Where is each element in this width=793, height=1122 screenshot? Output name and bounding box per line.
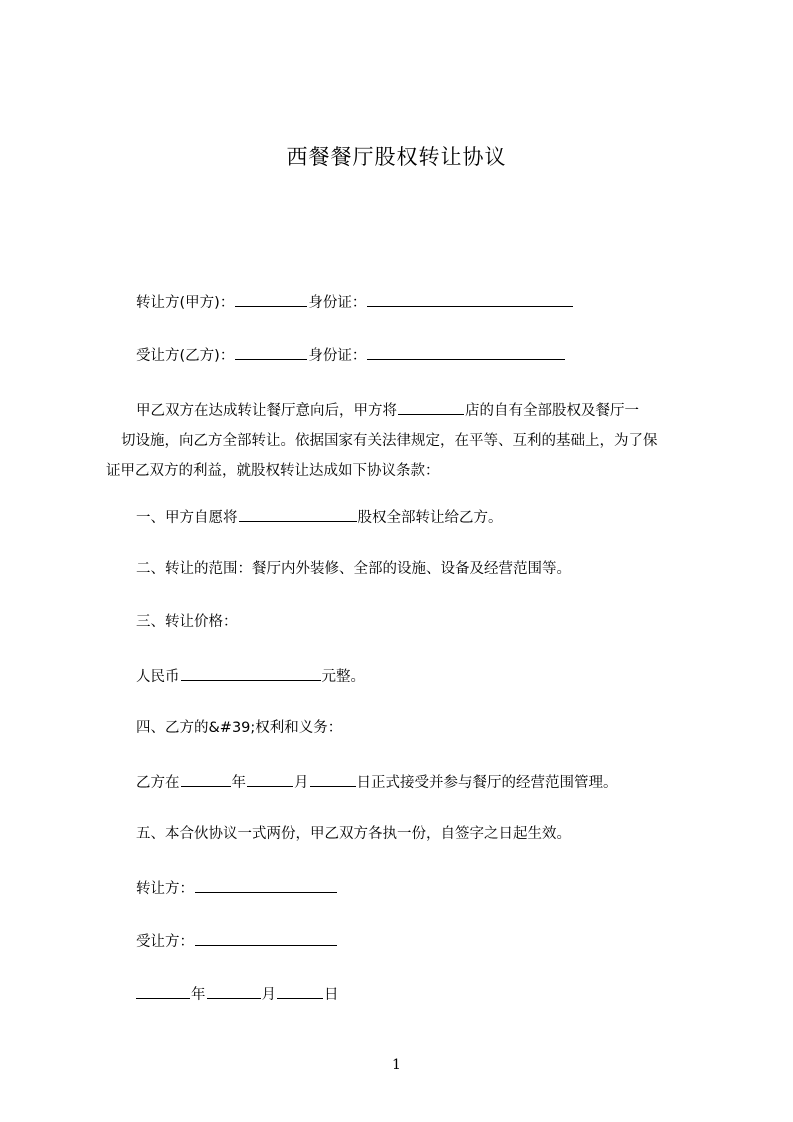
signature-transferee-blank[interactable]	[195, 930, 337, 946]
signature-transferee-label: 受让方：	[136, 934, 194, 950]
sign-day-blank[interactable]	[277, 983, 323, 999]
price-suffix: 元整。	[321, 669, 365, 685]
start-month-label: 月	[294, 775, 309, 791]
equity-blank[interactable]	[239, 506, 357, 522]
clause-4-suffix: 日正式接受并参与餐厅的经营范围管理。	[356, 775, 618, 791]
sign-year-label: 年	[191, 987, 206, 1003]
sign-year-blank[interactable]	[136, 983, 190, 999]
sign-month-blank[interactable]	[207, 983, 261, 999]
price-prefix: 人民币	[136, 669, 180, 685]
sign-day-label: 日	[324, 987, 339, 1003]
sign-month-label: 月	[261, 987, 276, 1003]
start-year-blank[interactable]	[181, 771, 231, 787]
clause-2: 二、转让的范围：餐厅内外装修、全部的设施、设备及经营范围等。	[136, 561, 571, 577]
document-title: 西餐餐厅股权转让协议	[286, 145, 507, 169]
transferee-id-label: 身份证：	[308, 348, 367, 364]
transferor-id-blank[interactable]	[367, 291, 573, 307]
clause-4: 四、乙方的&#39;权利和义务：	[136, 720, 343, 736]
signature-transferor	[136, 877, 338, 899]
transferee-label: 受让方(乙方)：	[136, 348, 235, 364]
intro-line-1	[106, 396, 706, 426]
clause-1	[136, 506, 503, 528]
start-day-blank[interactable]	[310, 771, 356, 787]
transferee-line	[136, 344, 566, 366]
price-blank[interactable]	[181, 665, 321, 681]
intro-paragraph	[106, 396, 706, 486]
price-line	[136, 665, 365, 687]
transferee-name-blank[interactable]	[235, 344, 307, 360]
start-month-blank[interactable]	[247, 771, 293, 787]
intro-line-3: 证甲乙双方的利益，就股权转让达成如下协议条款：	[106, 463, 440, 479]
intro-part-2: 店的自有全部股权及餐厅一	[465, 403, 639, 419]
clause-1-suffix: 股权全部转让给乙方。	[357, 510, 503, 526]
transferor-name-blank[interactable]	[235, 291, 307, 307]
signature-date	[136, 983, 339, 1005]
start-year-label: 年	[231, 775, 246, 791]
signature-transferor-label: 转让方：	[136, 881, 194, 897]
shop-name-blank[interactable]	[398, 399, 464, 415]
transferee-id-blank[interactable]	[367, 344, 565, 360]
transferor-label: 转让方(甲方)：	[136, 295, 235, 311]
clause-5: 五、本合伙协议一式两份，甲乙双方各执一份，自签字之日起生效。	[136, 826, 571, 842]
clause-4-prefix: 乙方在	[136, 775, 180, 791]
intro-part-1: 甲乙双方在达成转让餐厅意向后，甲方将	[136, 403, 397, 419]
intro-line-2: 切设施，向乙方全部转让。依据国家有关法律规定，在平等、互利的基础上，为了保	[121, 433, 658, 449]
transferor-line	[136, 291, 574, 313]
clause-3: 三、转让价格：	[136, 614, 238, 630]
page-number: 1	[392, 1057, 401, 1073]
clause-4-date-line	[136, 771, 618, 793]
clause-1-prefix: 一、甲方自愿将	[136, 510, 238, 526]
transferor-id-label: 身份证：	[308, 295, 367, 311]
signature-transferor-blank[interactable]	[195, 877, 337, 893]
signature-transferee	[136, 930, 338, 952]
